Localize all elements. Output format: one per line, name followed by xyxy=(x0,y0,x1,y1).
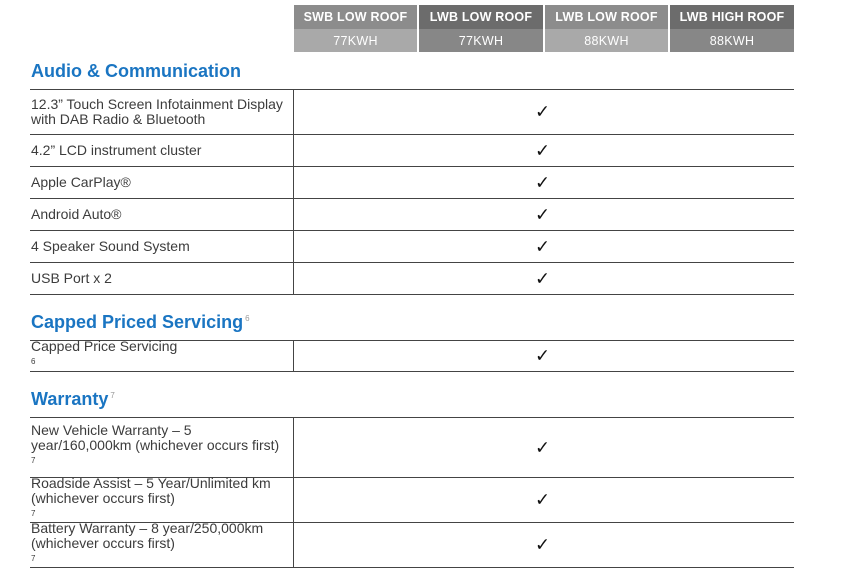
column-battery-lwb-high-roof: 88KWH xyxy=(670,29,794,52)
column-divider xyxy=(293,231,294,262)
table-row xyxy=(30,519,794,568)
table-row xyxy=(30,340,794,372)
column-divider xyxy=(293,90,294,134)
table-row xyxy=(30,198,794,230)
section-title-text: Warranty xyxy=(31,389,109,409)
column-header-lwb-high-roof: LWB HIGH ROOF xyxy=(670,5,794,29)
footnote-marker: 6 xyxy=(245,314,250,323)
column-divider xyxy=(293,341,294,371)
row-label: Apple CarPlay® xyxy=(31,174,131,190)
check-icon: ✓ xyxy=(535,268,551,289)
column-divider xyxy=(293,263,294,294)
row-label: 12.3” Touch Screen Infotainment Display with DAB Radio & Bluetooth xyxy=(31,96,283,127)
check-icon: ✓ xyxy=(535,204,551,225)
check-icon: ✓ xyxy=(535,534,551,556)
table-row xyxy=(30,89,794,134)
section-title-text: Capped Priced Servicing xyxy=(31,312,244,332)
row-label: Android Auto® xyxy=(31,206,122,222)
section-title-capped-priced-servicing xyxy=(31,312,250,333)
column-header-lwb-low-roof-88: LWB LOW ROOF xyxy=(545,5,668,29)
column-battery-swb-low-roof: 77KWH xyxy=(294,29,417,52)
section-title-text: Audio & Communication xyxy=(31,61,241,81)
row-label: Capped Price Servicing $^6$ xyxy=(31,338,178,367)
column-divider xyxy=(293,478,294,522)
column-divider xyxy=(293,199,294,230)
section-title-audio-communication xyxy=(31,61,241,82)
footnote-marker: 7 xyxy=(110,391,115,400)
column-header-swb-low-roof: SWB LOW ROOF xyxy=(294,5,417,29)
row-label: 4.2” LCD instrument cluster xyxy=(31,142,202,158)
check-icon: ✓ xyxy=(535,437,551,458)
table-row xyxy=(30,134,794,166)
footnote-marker: 7 xyxy=(31,456,36,466)
column-divider xyxy=(293,418,294,477)
check-icon: ✓ xyxy=(535,345,551,367)
table-row xyxy=(30,230,794,262)
row-label: New Vehicle Warranty – 5 year/160,000km (whichever occurs first) $^7$ xyxy=(31,422,280,466)
check-icon: ✓ xyxy=(535,489,551,511)
column-header-lwb-low-roof-77: LWB LOW ROOF xyxy=(419,5,543,29)
check-icon: ✓ xyxy=(535,236,551,257)
column-divider xyxy=(293,523,294,567)
check-icon: ✓ xyxy=(535,101,551,123)
footnote-marker: 6 xyxy=(31,357,36,367)
column-battery-lwb-low-roof-88: 88KWH xyxy=(545,29,668,52)
row-label: Battery Warranty – 8 year/250,000km (whichever occurs first) $^7$ xyxy=(31,519,264,563)
row-label: Roadside Assist – 5 Year/Unlimited km (whichever occurs first) $^7$ xyxy=(31,474,271,518)
section-title-warranty xyxy=(31,389,115,410)
row-label: USB Port x 2 xyxy=(31,270,112,286)
footnote-marker: 7 xyxy=(31,508,36,518)
column-divider xyxy=(293,167,294,198)
table-row xyxy=(30,262,794,295)
column-battery-lwb-low-roof-77: 77KWH xyxy=(419,29,543,52)
footnote-marker: 7 xyxy=(31,553,36,563)
table-row xyxy=(30,417,794,477)
table-row xyxy=(30,474,794,522)
row-label: 4 Speaker Sound System xyxy=(31,238,190,254)
column-divider xyxy=(293,135,294,166)
check-icon: ✓ xyxy=(535,140,551,161)
check-icon: ✓ xyxy=(535,172,551,193)
table-row xyxy=(30,166,794,198)
